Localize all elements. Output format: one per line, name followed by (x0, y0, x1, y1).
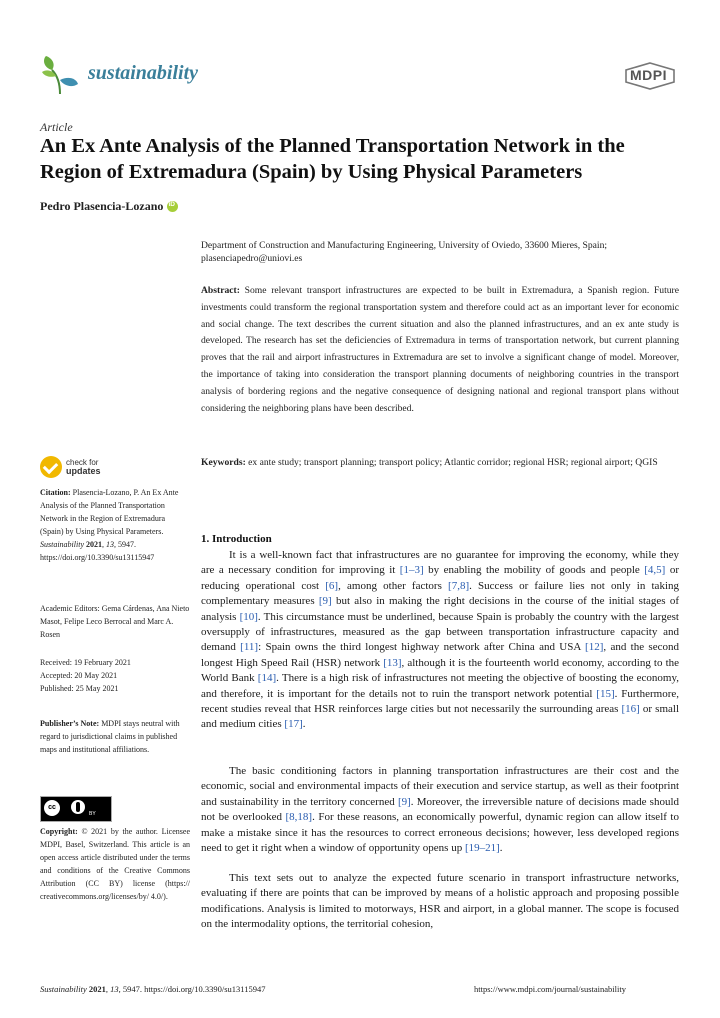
footer-year: 2021 (88, 984, 106, 994)
citation-volume: 13 (106, 540, 114, 549)
reference-link[interactable]: [15] (596, 687, 615, 700)
abstract-label: Abstract: (201, 285, 240, 296)
footer-citation: Sustainability 2021, 13, 5947. https://doi.org/10.3390/su13115947 (40, 984, 266, 994)
publisher-note (40, 717, 190, 756)
reference-link[interactable]: [11] (240, 641, 259, 654)
date-received: Received: 19 February 2021 (40, 658, 131, 667)
orcid-icon[interactable] (167, 201, 178, 212)
reference-link[interactable]: [12] (585, 641, 604, 654)
citation-doi[interactable]: 5947. https://doi.org/10.3390/su13115947 (40, 540, 155, 562)
editors-names: Gema Cárdenas, Ana Nieto Masot, Felipe Leco Berrocal and Marc A. Rosen (40, 604, 190, 639)
check-updates-label (66, 458, 101, 476)
footer-doi[interactable]: , 5947. https://doi.org/10.3390/su13115947 (118, 984, 266, 994)
reference-link[interactable]: [16] (621, 703, 640, 716)
reference-link[interactable]: [1–3] (399, 564, 424, 577)
reference-link[interactable]: [17] (284, 718, 303, 731)
abstract (201, 283, 679, 417)
check-for-updates-icon (40, 456, 62, 478)
keywords-label: Keywords: (201, 457, 246, 468)
cc-by-label: BY (89, 811, 96, 817)
academic-editors (40, 602, 190, 641)
creative-commons-badge[interactable] (40, 796, 112, 822)
date-published: Published: 25 May 2021 (40, 684, 119, 693)
abstract-text: Some relevant transport infrastructures are expected to be built in Extremadura, a Spanish region. Future investments could transform the regional transportation system and therefore could act as an important lever for economic and social change. The text describes the current situation and also the planned infrastructures, and an ex ante study is developed. The research has set the deficiencies of Extremadura in terms of transportation network, but current planning proves that the rail and airport infrastructures in Extremadura are set to involve a significant change of model. Moreover, the importance of taking into consideration the transport planning documents of neighboring countries in the transport analysis of bordering regions and the negative consequence of designing national and regional transport plans without considering the neighboring plans have been described. (201, 285, 679, 414)
publisher-name: MDPI (630, 67, 667, 83)
copyright-block (40, 825, 190, 903)
reference-link[interactable]: [7,8] (448, 579, 470, 592)
section-heading: 1. Introduction (201, 533, 272, 545)
reference-link[interactable]: [14] (257, 672, 277, 685)
body-paragraph: It is a well-known fact that infrastructures are no guarantee for improving the economy, while they are a necessary condition for improving it [1–3] by enabling the mobility of goods and people [4,5] or reducing operational cost [6], among other factors [7,8]. Success or failure lies not only in taking complementary measures [9] but also in making the right decisions in the course of the initial stages of analysis [10]. This circumstance must be underlined, because Spain is probably the country with the largest oversupply of infrastructures, measured as the gap between transportation infrastructure capacity and demand [11]: Spain owns the third longest highway network after China and USA [12], and the second longest High Speed Rail (HSR) network [13], although it is the fourteenth world economy, according to the World Bank [14]. There is a high risk of infrastructures not meeting the objective of boosting the economy, and therefore, it is important for the details not to ruin the transport network potential [15]. Furthermore, recent studies reveal that HSR reinforces large cities but not necessarily the surrounding areas [16] or small and medium cities [17]. (201, 549, 680, 731)
keywords-text: ex ante study; transport planning; transport policy; Atlantic corridor; regional HSR; regional airport; QGIS (248, 457, 658, 468)
copyright-text: © 2021 by the author. Licensee MDPI, Basel, Switzerland. This article is an open access article distributed under the terms and conditions of the Creative Commons Attribution (CC BY) license (https:// creativecommons.org/licenses/by/ 4.0/). (40, 827, 190, 901)
reference-link[interactable]: [10] (239, 610, 258, 623)
reference-link[interactable]: [19–21] (464, 842, 500, 855)
by-person-icon (71, 800, 85, 814)
check-for-updates-button[interactable] (40, 455, 160, 479)
dates-block (40, 656, 190, 695)
pubnote-label: Publisher’s Note: (40, 719, 100, 728)
reference-link[interactable]: [13] (383, 656, 402, 669)
reference-link[interactable]: [4,5] (644, 564, 666, 577)
sustainability-leaf-icon (40, 54, 80, 96)
author-name: Pedro Plasencia-Lozano (40, 199, 164, 213)
citation-block: Citation: Plasencia-Lozano, P. An Ex Ante Analysis of the Planned Transportation Network in the Region of Extremadura (Spain) by Using Physical Parameters. Sustainability 2021, 13, 5947. https://doi.org/10.3390/su13115947 (40, 488, 179, 562)
article-type: Article (40, 120, 73, 134)
citation-year: 2021 (86, 540, 102, 549)
check-updates-line1: check for (66, 458, 99, 467)
reference-link[interactable]: [8,18] (285, 811, 313, 824)
keywords (201, 455, 679, 472)
check-updates-line2: updates (66, 466, 101, 476)
copyright-label: Copyright: (40, 827, 78, 836)
citation-text: Plasencia-Lozano, P. An Ex Ante Analysis of the Planned Transportation Network in the Region of Extremadura (Spain) by Using Physical Parameters. (40, 488, 179, 536)
reference-link[interactable]: [9] (318, 595, 332, 608)
affiliation: Department of Construction and Manufacturing Engineering, University of Oviedo, 33600 Mieres, Spain; plasenciapedro@uniovi.es (201, 240, 608, 265)
pubnote-text: MDPI stays neutral with regard to jurisdictional claims in published maps and institutional affiliations. (40, 719, 180, 754)
creative-commons-icon: cc (44, 800, 60, 816)
article-title: An Ex Ante Analysis of the Planned Transportation Network in the Region of Extremadura (Spain) by Using Physical Parameters (40, 135, 625, 183)
citation-label: Citation: (40, 488, 71, 497)
footer-volume: 13 (110, 984, 119, 994)
body-paragraph: This text sets out to analyze the expected future scenario in transport infrastructure networks, evaluating if there are points that can be improved by means of a holistic approach and proposing possible modifications. Analysis is limited to motorways, HSR and airport, in a global manner. The scope is focused on the intermodality options, the territorial cohesion, (201, 872, 679, 931)
footer-journal: Sustainability (40, 984, 87, 994)
reference-link[interactable]: [9] (397, 795, 411, 808)
footer-url[interactable]: https://www.mdpi.com/journal/sustainability (474, 984, 626, 994)
editors-label: Academic Editors: (40, 604, 100, 613)
citation-journal: Sustainability (40, 540, 84, 549)
author-line (40, 199, 178, 214)
date-accepted: Accepted: 20 May 2021 (40, 671, 118, 680)
reference-link[interactable]: [6] (325, 579, 339, 592)
journal-name: sustainability (88, 62, 199, 84)
body-paragraph: The basic conditioning factors in planning transportation infrastructures are their cost and the economic, social and environmental impacts of their execution and service startup, as well as their footprint and sustainability in the territory concerned [9]. Moreover, the irreversible nature of decisions made should not be overlooked [8,18]. For these reasons, an economically powerful, dynamic region can allow itself to make a mistake since it has the resources to correct erroneous decisions; however, less developed regions need to get it right when a window of opportunity opens up [19–21]. (201, 765, 679, 855)
